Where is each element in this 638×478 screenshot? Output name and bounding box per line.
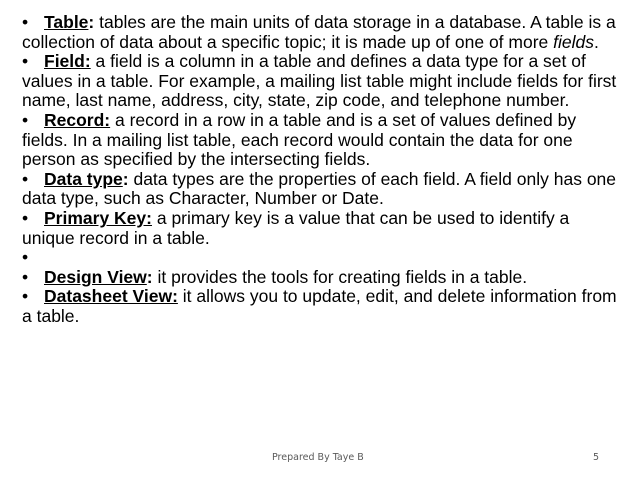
- bullet-item-design-view: [22, 268, 622, 288]
- bullet-item-field: [22, 52, 622, 111]
- bullet-glyph: •: [22, 168, 29, 189]
- bullet-item-data-type: [22, 170, 622, 209]
- term-colon: :: [88, 12, 95, 32]
- term-field: Field:: [44, 51, 91, 72]
- bullet-item-empty: [22, 248, 622, 268]
- bullet-glyph: •: [22, 109, 29, 130]
- definition-text: a record in a row in a table and is a set of values defined by fields. In a mailing list table, each record would contain the data for one person as specified by the intersecting fields.: [22, 109, 577, 170]
- term-data-type: Data type: [44, 168, 123, 189]
- term-colon: :: [146, 266, 153, 287]
- term-table: Table: [44, 12, 89, 32]
- definition-text: data types are the properties of each field. A field only has one data type, such as Character, Number or Date.: [22, 168, 617, 209]
- page-number: 5: [593, 452, 600, 463]
- definition-tail: .: [594, 31, 599, 52]
- bullet-item-table: [22, 13, 622, 52]
- bullet-glyph: •: [22, 266, 29, 287]
- definition-text: a field is a column in a table and defines a data type for a set of values in a table. For example, a mailing list table might include fields for first name, last name, address, city, state, zip code, and telephone number.: [22, 51, 617, 111]
- definition-text: it provides the tools for creating fields in a table.: [152, 266, 528, 287]
- term-design-view: Design View: [44, 266, 147, 287]
- bullet-glyph: •: [22, 12, 29, 32]
- bullet-glyph: •: [22, 51, 29, 72]
- bullet-glyph: •: [22, 207, 29, 228]
- definition-text: a primary key is a value that can be used to identify a unique record in a table.: [22, 207, 570, 248]
- bullet-list: [22, 13, 622, 327]
- term-primary-key: Primary Key:: [44, 207, 152, 228]
- bullet-item-record: [22, 111, 622, 170]
- bullet-item-datasheet-view: [22, 287, 622, 326]
- term-colon: :: [122, 168, 129, 189]
- definition-text: tables are the main units of data storage in a database. A table is a collection of data about a specific topic; it is made up of one of more: [22, 12, 616, 52]
- footer-author: Prepared By Taye B: [272, 452, 364, 463]
- bullet-glyph: •: [22, 247, 29, 268]
- definition-text: it allows you to update, edit, and delete information from a table.: [22, 286, 617, 326]
- definition-italic: fields: [553, 31, 594, 52]
- bullet-item-primary-key: [22, 209, 622, 248]
- bullet-glyph: •: [22, 286, 29, 307]
- term-record: Record:: [44, 109, 111, 130]
- term-datasheet-view: Datasheet View:: [44, 286, 178, 307]
